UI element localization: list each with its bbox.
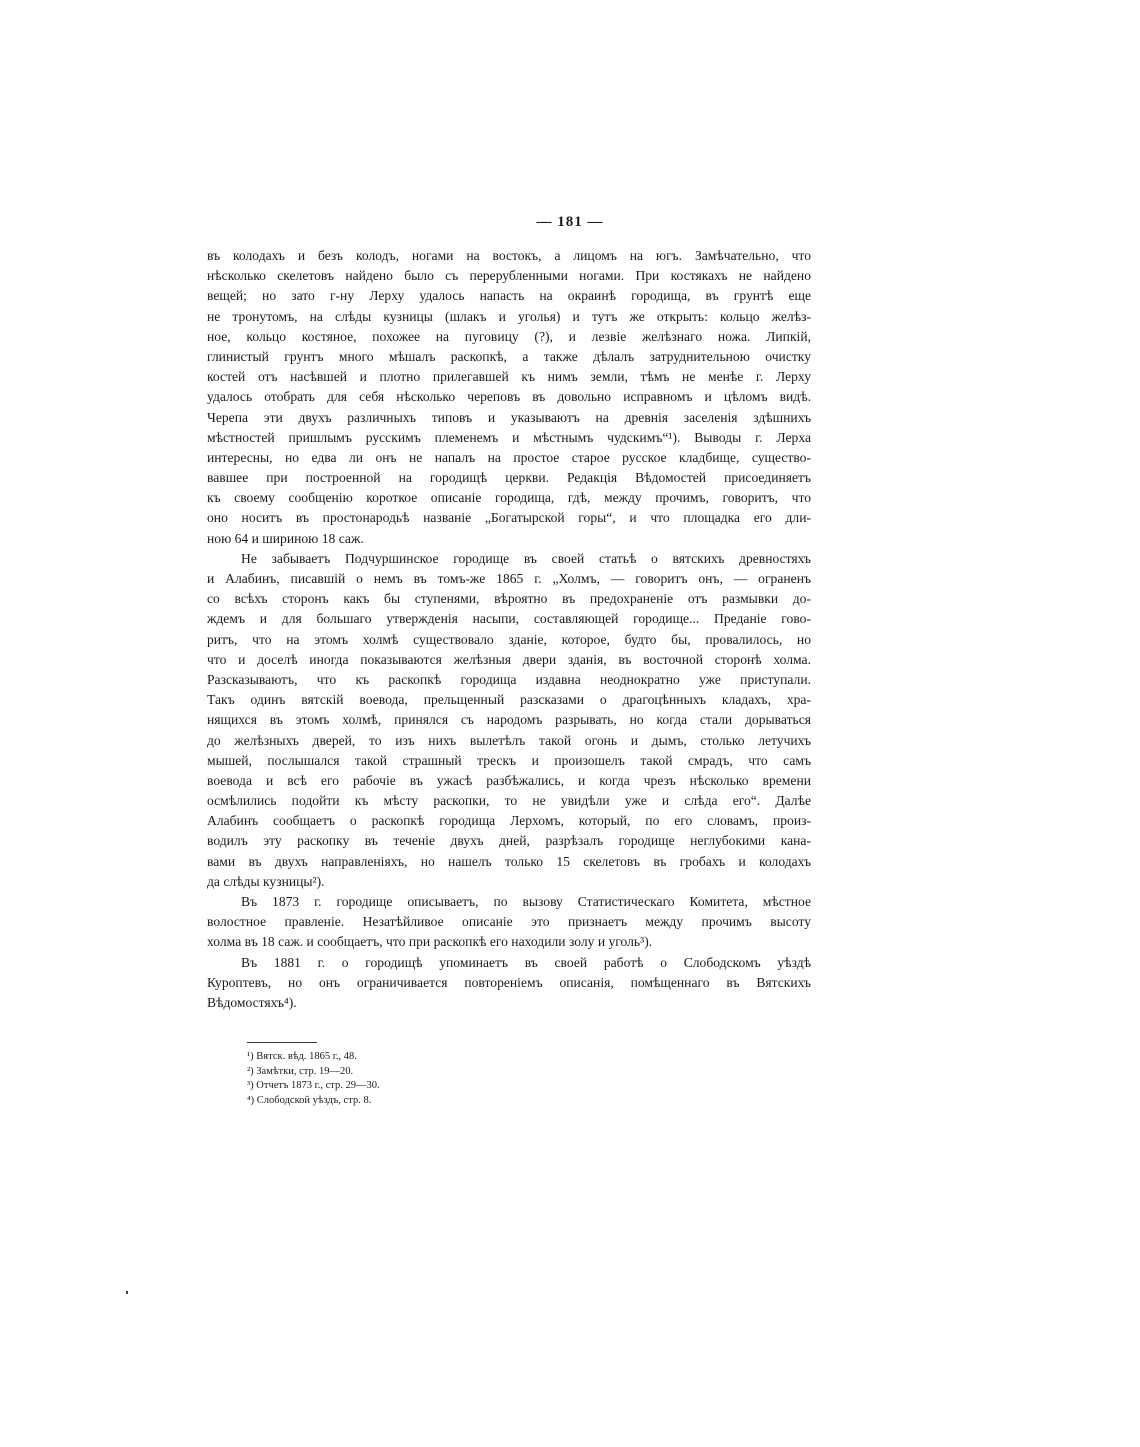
text-line: Куроптевъ, но онъ ограничивается повтореніемъ описанія, помѣщеннаго въ Вятскихъ <box>207 974 811 990</box>
text-line: интересны, но едва ли онъ не напалъ на простое старое русское кладбище, существо- <box>207 449 811 465</box>
text-line: ритъ, что на этомъ холмѣ существовало зданіе, которое, будто бы, провалилось, но <box>207 631 811 647</box>
footnote: ²) Замѣтки, стр. 19—20. <box>247 1065 354 1077</box>
text-line: холма въ 18 саж. и сообщаетъ, что при раскопкѣ его находили золу и уголь³). <box>207 934 653 950</box>
text-line: волостное правленіе. Незатѣйливое описаніе это признаетъ между прочимъ высоту <box>207 914 811 930</box>
text-line: оно носитъ въ простонародьѣ названіе „Богатырской горы“, и что площадка его дли- <box>207 510 811 526</box>
page-number: — 181 — <box>536 214 604 230</box>
text-line: Разсказываютъ, что къ раскопкѣ городища издавна неоднократно уже приступали. <box>207 671 811 687</box>
text-line: ждемъ и для большаго утвержденія насыпи, составляющей городище... Преданіе гово- <box>207 611 811 627</box>
footnotes <box>247 1050 647 1108</box>
text-line: вавшее при построенной на городищѣ церкви. Редакція Вѣдомостей присоединяетъ <box>207 470 811 486</box>
text-line: и Алабинъ, писавшій о немъ въ томъ-же 1865 г. „Холмъ, — говоритъ онъ, — ограненъ <box>207 571 811 586</box>
text-line: нящихся въ этомъ холмѣ, принялся съ народомъ разрывать, но когда стали дорываться <box>207 712 811 728</box>
footnote: ⁴) Слободской уѣздъ, стр. 8. <box>247 1094 372 1106</box>
text-line: Вѣдомостяхъ⁴). <box>207 994 297 1010</box>
text-line: ною 64 и шириною 18 саж. <box>207 530 364 546</box>
text-line: водилъ эту раскопку въ теченіе двухъ дней, разрѣзалъ городище неглубокими кана- <box>207 833 811 849</box>
footnote: ¹) Вятск. вѣд. 1865 г., 48. <box>247 1051 357 1062</box>
text-line: Черепа эти двухъ различныхъ типовъ и указываютъ на древнія заселенія здѣшнихъ <box>207 409 811 425</box>
text-line: къ своему сообщенію короткое описаніе городища, гдѣ, между прочимъ, говоритъ, что <box>207 490 811 506</box>
text-line: глинистый грунтъ много мѣшалъ раскопкѣ, а также дѣлалъ затруднительною очистку <box>207 348 811 364</box>
footnote: ³) Отчетъ 1873 г., стр. 29—30. <box>247 1080 380 1091</box>
text-line: осмѣлились подойти къ мѣсту раскопки, то не увидѣли уже и слѣда его“. Далѣе <box>207 793 811 809</box>
text-line: Въ 1881 г. о городищѣ упоминаетъ въ своей работѣ о Слободскомъ уѣздѣ <box>241 954 811 970</box>
text-line: удалось отобрать для себя нѣсколько череповъ въ довольно исправномъ и цѣломъ видѣ. <box>207 389 811 405</box>
text-line: со всѣхъ сторонъ какъ бы ступенями, вѣроятно въ предохраненіе отъ размывки до- <box>207 591 811 607</box>
text-line: мышей, послышался такой страшный трескъ и произошелъ такой смрадъ, что самъ <box>207 752 811 768</box>
text-line: вами въ двухъ направленіяхъ, но нашелъ только 15 скелетовъ въ гробахъ и колодахъ <box>207 853 811 869</box>
text-line: вещей; но зато г-ну Лерху удалось напасть на окраинѣ городища, въ грунтѣ еще <box>207 288 811 304</box>
text-line: Не забываетъ Подчуршинское городище въ своей статьѣ о вятскихъ древностяхъ <box>241 550 811 566</box>
text-line: да слѣды кузницы²). <box>207 873 325 889</box>
text-line: воевода и всѣ его рабочіе въ ужасѣ разбѣжались, и когда чрезъ нѣсколько времени <box>207 772 811 788</box>
text-line: въ колодахъ и безъ колодъ, ногами на востокъ, а лицомъ на югъ. Замѣчательно, что <box>207 248 811 263</box>
text-line: Алабинъ сообщаетъ о раскопкѣ городища Лерхомъ, который, по его словамъ, произ- <box>207 813 811 829</box>
text-line: мѣстностей пришлымъ русскимъ племенемъ и мѣстнымъ чудскимъ“¹). Выводы г. Лерха <box>207 429 811 445</box>
body-text <box>207 246 811 1013</box>
text-line: костей отъ насѣвшей и плотно прилегавшей къ нимъ земли, тѣмъ не менѣе г. Лерху <box>207 369 811 385</box>
scan-speck <box>126 1291 128 1294</box>
text-line: ное, кольцо костяное, похожее на пуговицу (?), и лезвіе желѣзнаго ножа. Липкій, <box>207 328 811 344</box>
text-line: что и доселѣ иногда показываются желѣзныя двери зданія, въ восточной сторонѣ холма. <box>207 651 811 667</box>
text-line: Въ 1873 г. городище описываетъ, по вызову Статистическаго Комитета, мѣстное <box>241 894 811 909</box>
text-line: до желѣзныхъ дверей, то изъ нихъ вылетѣлъ такой огонь и дымъ, столько летучихъ <box>207 732 811 748</box>
footnote-divider <box>247 1042 317 1043</box>
text-line: не тронутомъ, на слѣды кузницы (шлакъ и уголья) и тутъ же открыть: кольцо желѣз- <box>207 308 811 324</box>
text-line: нѣсколько скелетовъ найдено было съ перерубленными ногами. При костякахъ не найдено <box>207 268 811 284</box>
text-line: Такъ одинъ вятскій воевода, прельщенный разсказами о драгоцѣнныхъ кладахъ, хра- <box>207 692 811 708</box>
